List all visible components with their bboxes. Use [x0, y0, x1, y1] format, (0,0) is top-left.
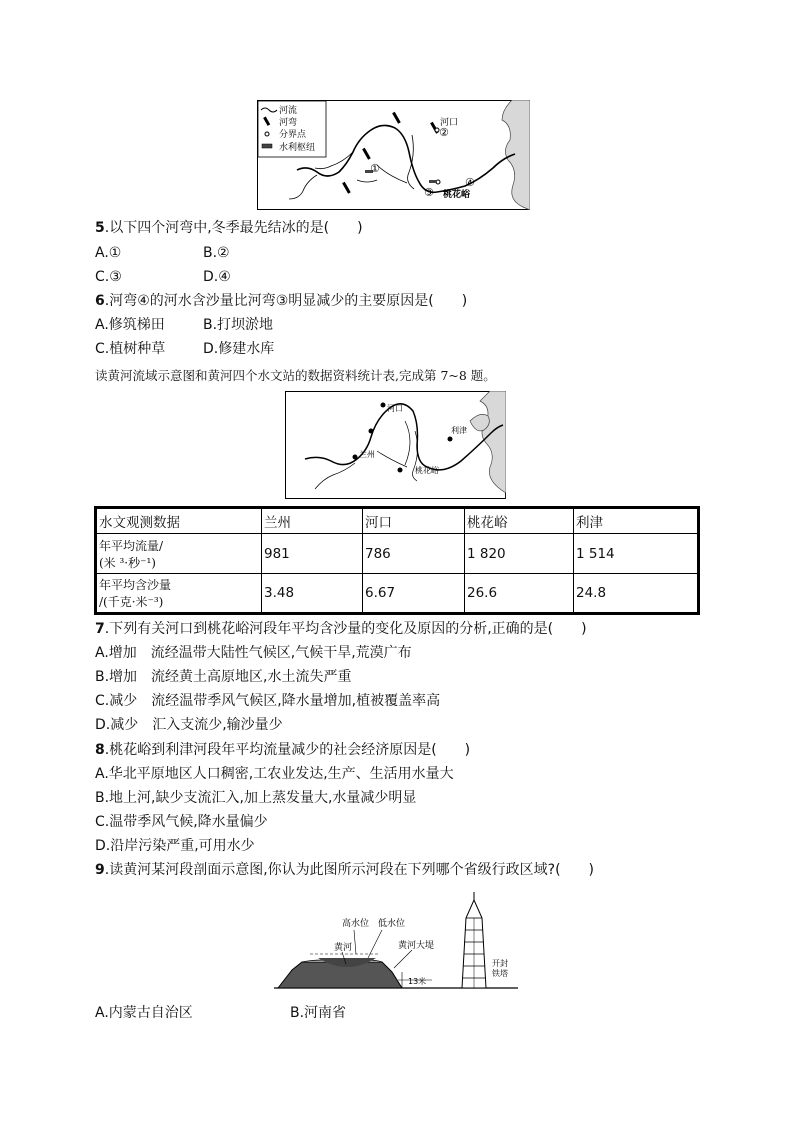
levee-label: 黄河大堤: [398, 941, 435, 951]
station-dot-icon: [369, 429, 374, 434]
hydrology-data-table: [94, 506, 700, 615]
question-9: [95, 861, 594, 879]
table-cell: 26.6: [465, 574, 574, 614]
hekou-label: 河口: [387, 404, 403, 413]
row-label-line: (米 ³·秒⁻¹): [99, 555, 156, 570]
station-dot-icon: [381, 403, 386, 408]
bend-2-label: ②: [439, 126, 449, 139]
q5-option-d[interactable]: D.④: [203, 269, 231, 285]
bend-4-label: ④: [465, 176, 475, 189]
q9-option-a[interactable]: A.内蒙古自治区: [95, 1005, 193, 1021]
table-cell: 6.67: [363, 574, 465, 614]
taohuayu-label: 桃花峪: [415, 466, 439, 475]
question-text: .桃花峪到利津河段年平均流量减少的社会经济原因是( ): [104, 742, 471, 758]
q5-option-a[interactable]: A.①: [95, 245, 122, 261]
q7-option-d[interactable]: D.减少 汇入支流少,输沙量少: [95, 717, 283, 733]
row-label-line: 年平均含沙量: [99, 578, 172, 592]
station-dot-icon: [398, 468, 403, 473]
q7-option-a[interactable]: A.增加 流经温带大陆性气候区,气候干旱,荒漠广布: [95, 645, 412, 661]
station-dot-icon: [448, 437, 453, 442]
q7-option-c[interactable]: C.减少 流经温带季风气候区,降水量增加,植被覆盖率高: [95, 693, 441, 709]
question-text: .以下四个河弯中,冬季最先结冰的是( ): [104, 220, 363, 236]
q5-option-b[interactable]: B.②: [203, 245, 230, 261]
table-cell: 3.48: [262, 574, 363, 614]
q7-option-b[interactable]: B.增加 流经黄土高原地区,水土流失严重: [95, 669, 352, 685]
row-label-line: 年平均流量/: [99, 538, 164, 553]
table-header-cell: 利津: [574, 508, 699, 534]
bend-3-label: ③: [424, 186, 434, 199]
table-header-row: [96, 508, 699, 534]
table-cell: 786: [363, 534, 465, 574]
hekou-label: 河口: [440, 118, 459, 128]
taohuayu-label: 桃花峪: [443, 190, 471, 200]
row-label-line: /(千克·米⁻³): [99, 595, 164, 609]
question-text: .读黄河某河段剖面示意图,你认为此图所示河段在下列哪个省级行政区域?( ): [104, 862, 595, 878]
table-header-cell: 河口: [363, 508, 465, 534]
lanzhou-label: 兰州: [359, 450, 375, 459]
tower-label-line1: 开封: [492, 959, 508, 968]
lijin-label: 利津: [451, 426, 467, 435]
table-header-cell: 桃花峪: [465, 508, 574, 534]
legend-river: 河流: [279, 106, 298, 116]
table-cell: 981: [262, 534, 363, 574]
river-label: 黄河: [334, 943, 353, 953]
question-text: .河弯④的河水含沙量比河弯③明显减少的主要原因是( ): [104, 293, 468, 309]
q6-option-c[interactable]: C.植树种草: [95, 341, 166, 357]
question-number: 8: [95, 742, 105, 758]
q8-option-d[interactable]: D.沿岸污染严重,可用水少: [95, 838, 255, 854]
iron-tower-icon: [462, 892, 486, 988]
table-header-cell: 水文观测数据: [96, 508, 262, 534]
legend-boundary: 分界点: [279, 130, 307, 140]
q8-option-a[interactable]: A.华北平原地区人口稠密,工农业发达,生产、生活用水量大: [95, 766, 454, 782]
river-profile-figure: [272, 888, 520, 992]
hydro-hub-icon: [429, 180, 437, 183]
q9-option-b[interactable]: B.河南省: [290, 1005, 347, 1021]
question-6: [95, 292, 467, 310]
legend-hydro: 水利枢纽: [279, 143, 316, 153]
height-label: 13米: [408, 977, 427, 986]
yellow-river-bends-map: [257, 100, 530, 210]
q6-option-d[interactable]: D.修建水库: [203, 341, 275, 357]
q6-option-a[interactable]: A.修筑梯田: [95, 317, 165, 333]
row-label: [96, 534, 262, 574]
instruction-text: 读黄河流域示意图和黄河四个水文站的数据资料统计表,完成第 7~8 题。: [95, 368, 496, 383]
station-dot-icon: [353, 455, 358, 460]
tower-label-line2: 铁塔: [492, 969, 508, 978]
question-8: [95, 741, 470, 759]
bend-1-label: ①: [370, 162, 380, 175]
q8-option-c[interactable]: C.温带季风气候,降水量偏少: [95, 814, 268, 830]
question-number: 5: [95, 220, 105, 236]
table-cell: 24.8: [574, 574, 699, 614]
hydro-hub-legend-icon: [262, 144, 272, 148]
question-number: 6: [95, 293, 105, 309]
yellow-river-basin-map: [285, 391, 506, 499]
question-number: 7: [95, 621, 105, 637]
question-number: 9: [95, 862, 105, 878]
q8-option-b[interactable]: B.地上河,缺少支流汇入,加上蒸发量大,水量减少明显: [95, 790, 417, 806]
q5-option-c[interactable]: C.③: [95, 269, 122, 285]
table-row: [96, 574, 699, 614]
row-label: [96, 574, 262, 614]
table-header-cell: 兰州: [262, 508, 363, 534]
table-cell: 1 820: [465, 534, 574, 574]
high-water-label: 高水位: [342, 919, 370, 929]
table-row: [96, 534, 699, 574]
legend-bend: 河弯: [279, 118, 298, 128]
q6-option-b[interactable]: B.打坝淤地: [203, 317, 274, 333]
question-7: [95, 620, 587, 638]
table-cell: 1 514: [574, 534, 699, 574]
question-text: .下列有关河口到桃花峪河段年平均含沙量的变化及原因的分析,正确的是( ): [104, 621, 587, 637]
question-5: [95, 219, 363, 237]
low-water-label: 低水位: [378, 919, 406, 929]
